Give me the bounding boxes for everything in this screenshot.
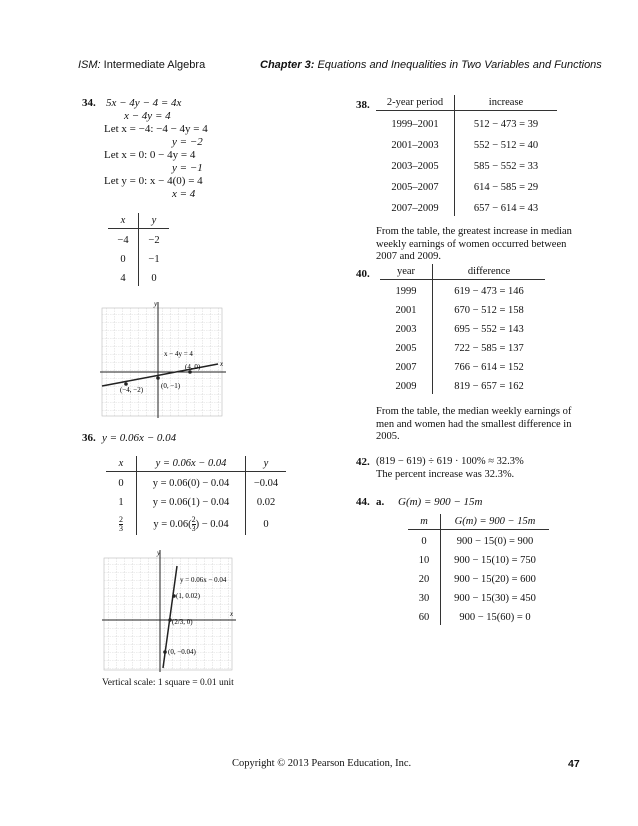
table-cell: 2001–2003 [376,132,455,153]
header-left: ISM: Intermediate Algebra [78,59,206,71]
p44-part: a. [376,496,385,508]
table-cell: 2005 [380,337,433,356]
table-header: y [139,213,170,229]
problem-34-number: 34. [82,97,96,109]
p34-table [108,213,169,286]
table-cell: y = 0.06( $\frac{2}{3}$ ) − 0.04 [137,510,246,535]
table-cell: 0 [263,519,269,530]
p34-line: x = 4 [172,188,196,200]
p34-line: Let x = −4: −4 − 4y = 4 [104,123,208,135]
equation-label: y = 0.06x − 0.04 [180,576,227,584]
table-cell: 900 − 15(0) = 900 [456,536,534,547]
p40-table [380,264,545,394]
p42-line1: (819 − 619) ÷ 619 · 100% ≈ 32.3% [376,456,524,467]
footer-copyright: Copyright © 2013 Pearson Education, Inc. [232,758,412,769]
point-label: (0, −1) [161,382,181,390]
problem-38-number: 38. [356,99,370,111]
table-cell: 552 − 512 = 40 [473,140,539,151]
point [163,650,167,654]
table-cell: 512 − 473 = 39 [473,119,539,130]
p40-text: From the table, the median weekly earnings of men and women had the smallest difference in 2005. [376,406,572,442]
table-header: increase [455,95,558,111]
p36-graph [100,548,240,676]
table-cell: 819 − 657 = 162 [454,381,524,392]
y-axis-label: y [154,300,158,308]
table-cell: 900 − 15(10) = 750 [454,555,536,566]
problem-36-number: 36. [82,432,96,444]
table-header: y = 0.06x − 0.04 [137,456,246,472]
table-cell: y = 0.06(1) − 0.04 [137,491,246,510]
point-label: (1, 0.02) [176,592,200,600]
table-cell: 4 [108,267,139,286]
p44-equation: G(m) = 900 − 15m [398,496,483,508]
x-axis-label: x [230,610,234,618]
page-number: 47 [568,758,580,770]
p38-table [376,95,557,216]
point-label: (−4, −2) [120,386,144,394]
table-header: x [108,213,139,229]
y-axis-label: y [157,549,161,557]
table-cell: −2 [148,235,160,246]
table-header: difference [433,264,546,280]
p36-equation: y = 0.06x − 0.04 [102,432,177,444]
p36-caption: Vertical scale: 1 square = 0.01 unit [102,678,234,688]
table-cell: 2007 [380,356,433,375]
p34-line: y = −1 [172,162,203,174]
table-cell: 2003–2005 [376,153,455,174]
table-cell: −1 [148,254,160,265]
table-cell: 0.02 [256,497,276,508]
table-cell: 1999–2001 [376,111,455,133]
x-axis-label: x [220,360,224,368]
p34-line: Let y = 0: x − 4(0) = 4 [104,175,203,187]
table-header: y [246,456,287,472]
table-header: year [380,264,433,280]
p34-graph [98,298,230,420]
point [156,376,160,380]
table-cell: 2005–2007 [376,174,455,195]
table-cell: 2009 [380,375,433,394]
table-cell: −0.04 [253,478,279,489]
table-cell: 1999 [380,280,433,300]
table-cell: 30 [408,587,441,606]
header-right: Chapter 3: Equations and Inequalities in Two Variables and Functions [260,59,602,71]
table-header: m [408,514,441,530]
p34-line: Let x = 0: 0 − 4y = 4 [104,149,196,161]
table-cell: 619 − 473 = 146 [454,286,524,297]
problem-40-number: 40. [356,268,370,280]
equation-label: x − 4y = 4 [164,350,193,358]
table-cell: 2001 [380,299,433,318]
table-header: G(m) = 900 − 15m [441,514,550,530]
p34-line: 5x − 4y − 4 = 4x [106,97,182,109]
table-cell: 1 [106,491,137,510]
table-cell: 657 − 614 = 43 [473,203,539,214]
p38-text: From the table, the greatest increase in median weekly earnings of women occurred between 2007 and 2009. [376,226,572,262]
table-cell: 0 [151,273,157,284]
table-cell: 900 − 15(60) = 0 [459,612,531,623]
table-cell: 0 [108,248,139,267]
problem-42-number: 42. [356,456,370,468]
p36-table [106,456,286,535]
table-cell: 670 − 512 = 158 [454,305,524,316]
table-cell: 0 [408,530,441,550]
point-label: (4, 0) [185,363,201,371]
table-cell: 614 − 585 = 29 [473,182,539,193]
table-cell: y = 0.06(0) − 0.04 [137,472,246,492]
table-cell: 60 [408,606,441,625]
point-label: (0, −0.04) [168,648,196,656]
table-cell: 10 [408,549,441,568]
table-cell: 20 [408,568,441,587]
p34-line: x − 4y = 4 [124,110,171,122]
table-cell: 900 − 15(20) = 600 [454,574,536,585]
table-cell: $\frac{2}{3}$ [106,510,137,535]
table-cell: 0 [106,472,137,492]
table-header: x [106,456,137,472]
table-cell: −4 [108,229,139,249]
table-cell: 585 − 552 = 33 [473,161,539,172]
table-cell: 2007–2009 [376,195,455,216]
table-cell: 2003 [380,318,433,337]
table-header: 2-year period [376,95,455,111]
table-cell: 900 − 15(30) = 450 [454,593,536,604]
p42-line2: The percent increase was 32.3%. [376,469,515,480]
table-cell: 722 − 585 = 137 [454,343,524,354]
p34-line: y = −2 [172,136,203,148]
point-label: (2/3, 0) [172,618,193,626]
table-cell: 766 − 614 = 152 [454,362,524,373]
p44-table [408,514,549,625]
table-cell: 695 − 552 = 143 [454,324,524,335]
problem-44-number: 44. [356,496,370,508]
